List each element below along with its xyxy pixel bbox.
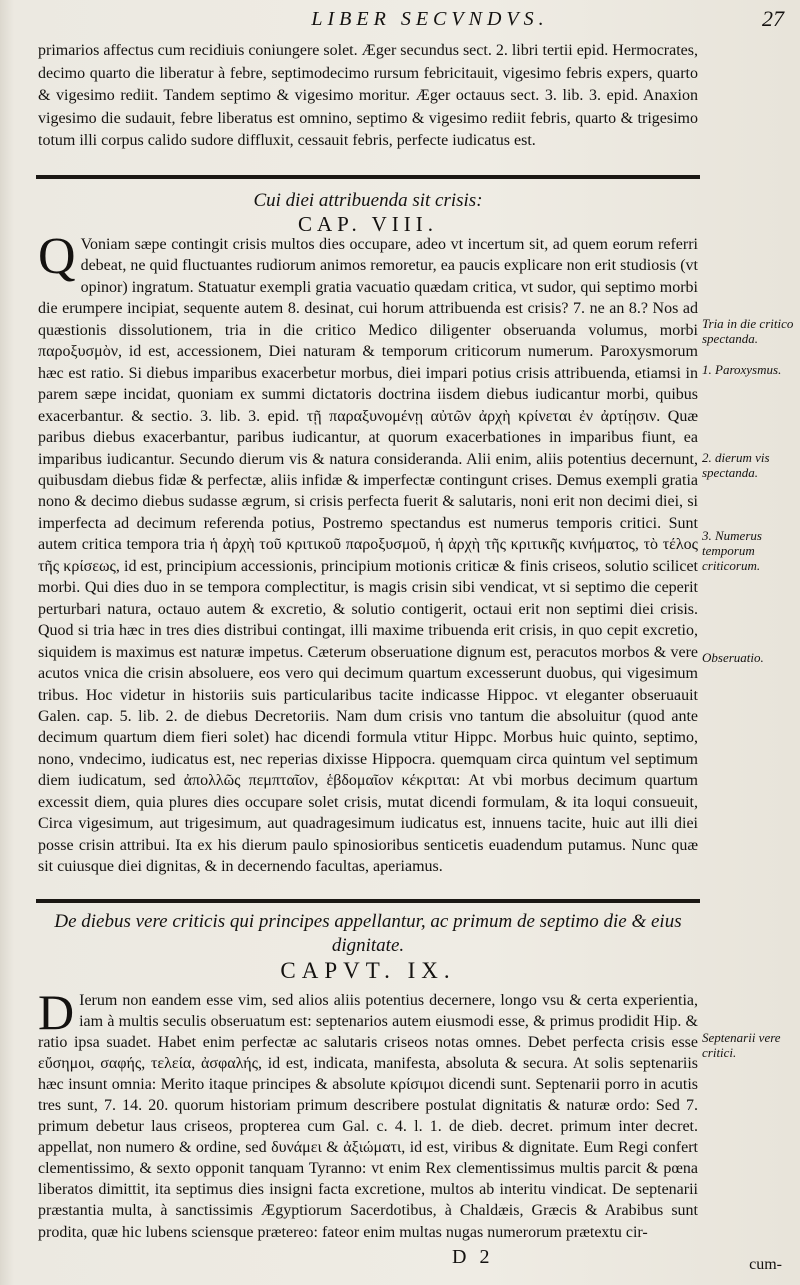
running-title: LIBER SECVNDVS.	[311, 8, 549, 30]
chapter-9-title: CAPVT. IX.	[280, 958, 456, 983]
margin-note: 2. dierum vis spectanda.	[702, 450, 770, 480]
section-divider	[36, 899, 700, 903]
margin-note: 1. Paroxysmus.	[702, 362, 782, 377]
catchword: cum-	[749, 1256, 782, 1273]
chapter-9-initial: D	[38, 984, 75, 1040]
chapter-9-body	[38, 984, 698, 1243]
section-divider	[36, 175, 700, 179]
continuation-paragraph	[38, 40, 698, 153]
margin-note: Tria in die critico spectanda.	[702, 316, 794, 346]
margin-note: Septenarii vere critici.	[702, 1030, 781, 1060]
chapter-8-subtitle: Cui diei attribuenda sit crisis:	[253, 190, 483, 211]
chapter-8-body	[38, 228, 698, 878]
chapter-8-text: Voniam sæpe contingit crisis multos dies occupare, adeo vt incertum sit, ad quem eorum referri debeat, ne quid fluctuantes rudiorum animos remoretur, ea paucis explicare non erit studiosis (vt opinor) ingratum. Statuatur exempli gratia vacuatio quædam critica, vt sudor, qui septimo morbi die erumpere incipiat, sequente autem 8. desinat, cui horum attribuenda est crisis? 7. ne an 8.? Nos ad quæstionis dissolutionem, tria in die critico Medico diligenter obseruanda volumus, morbi παροξυσμὸν, id est, accessionem, Diei naturam & temporum criticorum numerum. Paroxysmorum hæc est ratio. Si diebus imparibus exacerbetur morbus, diei impari potius crisis attribuenda, etiamsi in parem sæpe incidat, quoniam ex summi dictatoris doctrina iisdem diebus iudicantur morbi, quibus exacerbantur. & sectio. 3. lib. 3. epid. τῇ παραξυνομένῃ αὐτῶν ἀρχὴ κρίνεται ἐν ἀρτίῃσιν. Quæ paribus diebus exacerbantur, paribus iudicantur, at quorum exacerbationes in imparibus fiunt, ea imparibus iudicantur. Secundo dierum vis & natura consideranda. Alii enim, aliis potentius decernunt, quibusdam diebus fidæ & perfectæ, aliis infidæ & imperfectæ contingunt crises. Demus exempli gratia nono & decimo diebus sudasse ægrum, si crisis perfecta fuerit & salutaris, noni erit non decimi diei, si imperfecta ad decimum referenda potius, Postremo spectandus est numerus temporis critici. Sunt autem critica tempora tria ἡ ἀρχὴ τοῦ κριτικοῦ παροξυσμοῦ, ἡ ἀρχὴ τῆς κριτικῆς κινήματος, τὸ τέλος τῆς κρίσεως, id est, principium accessionis, principium motionis criticæ & finis criseos, solutio scilicet morbi. Qui dies duo in se tempora complectitur, is magis crisin sibi vendicat, vt si septimo die ceperit perturbari natura, octauo autem & excretio, & solutio contigerit, octaui erit non septimi diei crisis. Quod si tria hæc in tres dies distribui contingat, illi maxime tribuenda erit crisis, in quo cepit excretio, siquidem is maximus est naturæ impetus. Cæterum obseruatione dignum est, peracutos morbos & vere acutos vnica die crisin absoluere, eos vero qui decimum quartum excesserunt duobus, qui vigesimum tribus. Hoc videtur in historiis suis particularibus tacite indicasse Hippoc. vt eleganter obseruauit Galen. cap. 5. lib. 2. de diebus Decretoriis. Nam dum crisis vno tantum die absoluitur (quod ante decimum quartum diem fieri solet) hac dicendi formula vtitur Hippc. Morbus huic quinto, septimo, nono, vndecimo, iudicatus est, nec reperias dixisse Hippocra. quemquam circa quintum vel septimum diem iudicatum, sed ἀπολλῶς πεμπταῖον, ἑβδομαῖον κέκριται: At vbi morbus decimum quartum excessit diem, quia plures dies occupare solet crisis, mutat dicendi formulam, & ita loqui consueuit, Circa vigesimum, aut trigesimum, aut quadragesimum iudicatus est, innuens tacite, huic aut illi diei posse crisin attribui. Ita ex his dierum paulo spinosioribus senticetis euadendum putamus. Nunc quæ sit cuiusque diei dignitas, & in decernendo facultas, aperiamus.	[38, 236, 698, 876]
margin-note: 3. Numerus temporum criticorum.	[702, 528, 762, 573]
continuation-text: primarios affectus cum recidiuis coniungere solet. Æger secundus sect. 2. libri tertii epid. Hermocrates, decimo quarto die liberatur à febre, septimodecimo rursum febricitauit, vigesimo febris expers, quarto & vigesimo rediit. Tandem septimo & vigesimo moritur. Æger octauus sect. 3. lib. 3. epid. Anaxion vigesimo die sudauit, febre liberatus est omnino, septimo & vigesimo rediit febris, quarto & trigesimo totum illi corpus calido sudore diffluxit, cessauit febris, perfecte iudicatus est.	[38, 42, 698, 150]
margin-note: Obseruatio.	[702, 650, 764, 665]
chapter-9-subtitle: De diebus vere criticis qui principes appellantur, ac primum de septimo die & eius dignitate.	[54, 911, 682, 956]
chapter-8-initial: Q	[38, 228, 76, 285]
page-header	[0, 2, 800, 42]
page-number: 27	[762, 6, 784, 31]
signature-mark: D 2	[452, 1246, 494, 1268]
chapter-9-text: Ierum non eandem esse vim, sed alios aliis potentius decernere, longo vsu & certa experientia, iam à multis seculis obseruatum est: septenarios autem eiusmodi esse, & primus prodidit Hip. & ratio ipsa suadet. Habet enim perfectæ ac salutaris criseos notas omnes. Debet perfecta crisis esse εὔσημοι, σαφής, τελεία, ἀσφαλής, id est, indicata, manifesta, absoluta & secura. At solis septenariis hæc insunt omnia: Merito itaque principes & absolute κρίσιμοι dicendi sunt. Septenarii porro in acutis tres sunt, 7. 14. 20. quorum historiam primum describere postulat dignitatis & naturæ ordo: Sed 7. primum debetur laus criseos, propterea cum Gal. c. 4. l. 1. de dieb. decret. primum inter decret. appellat, non numero & ordine, sed δυνάμει & ἀξιώματι, id est, viribus & dignitate. Eum Regi confert clementissimo, & sexto opponit tanquam Tyranno: vt enim Rex clementissimus multis parcit & pœna liberatos dimittit, ita septimus dies insigni facta excretione, multos ab interitu vindicat. De septenarii præstantia multa, à sanctissimis Ægyptiorum Sacerdotibus, à Chaldæis, Græcis & Arabibus sunt prodita, quæ hic lubens sciensque prætereo: fateor enim multas nugas numerorum prætextu cir-	[38, 992, 698, 1241]
chapter-8-title: CAP. VIII.	[297, 212, 439, 236]
